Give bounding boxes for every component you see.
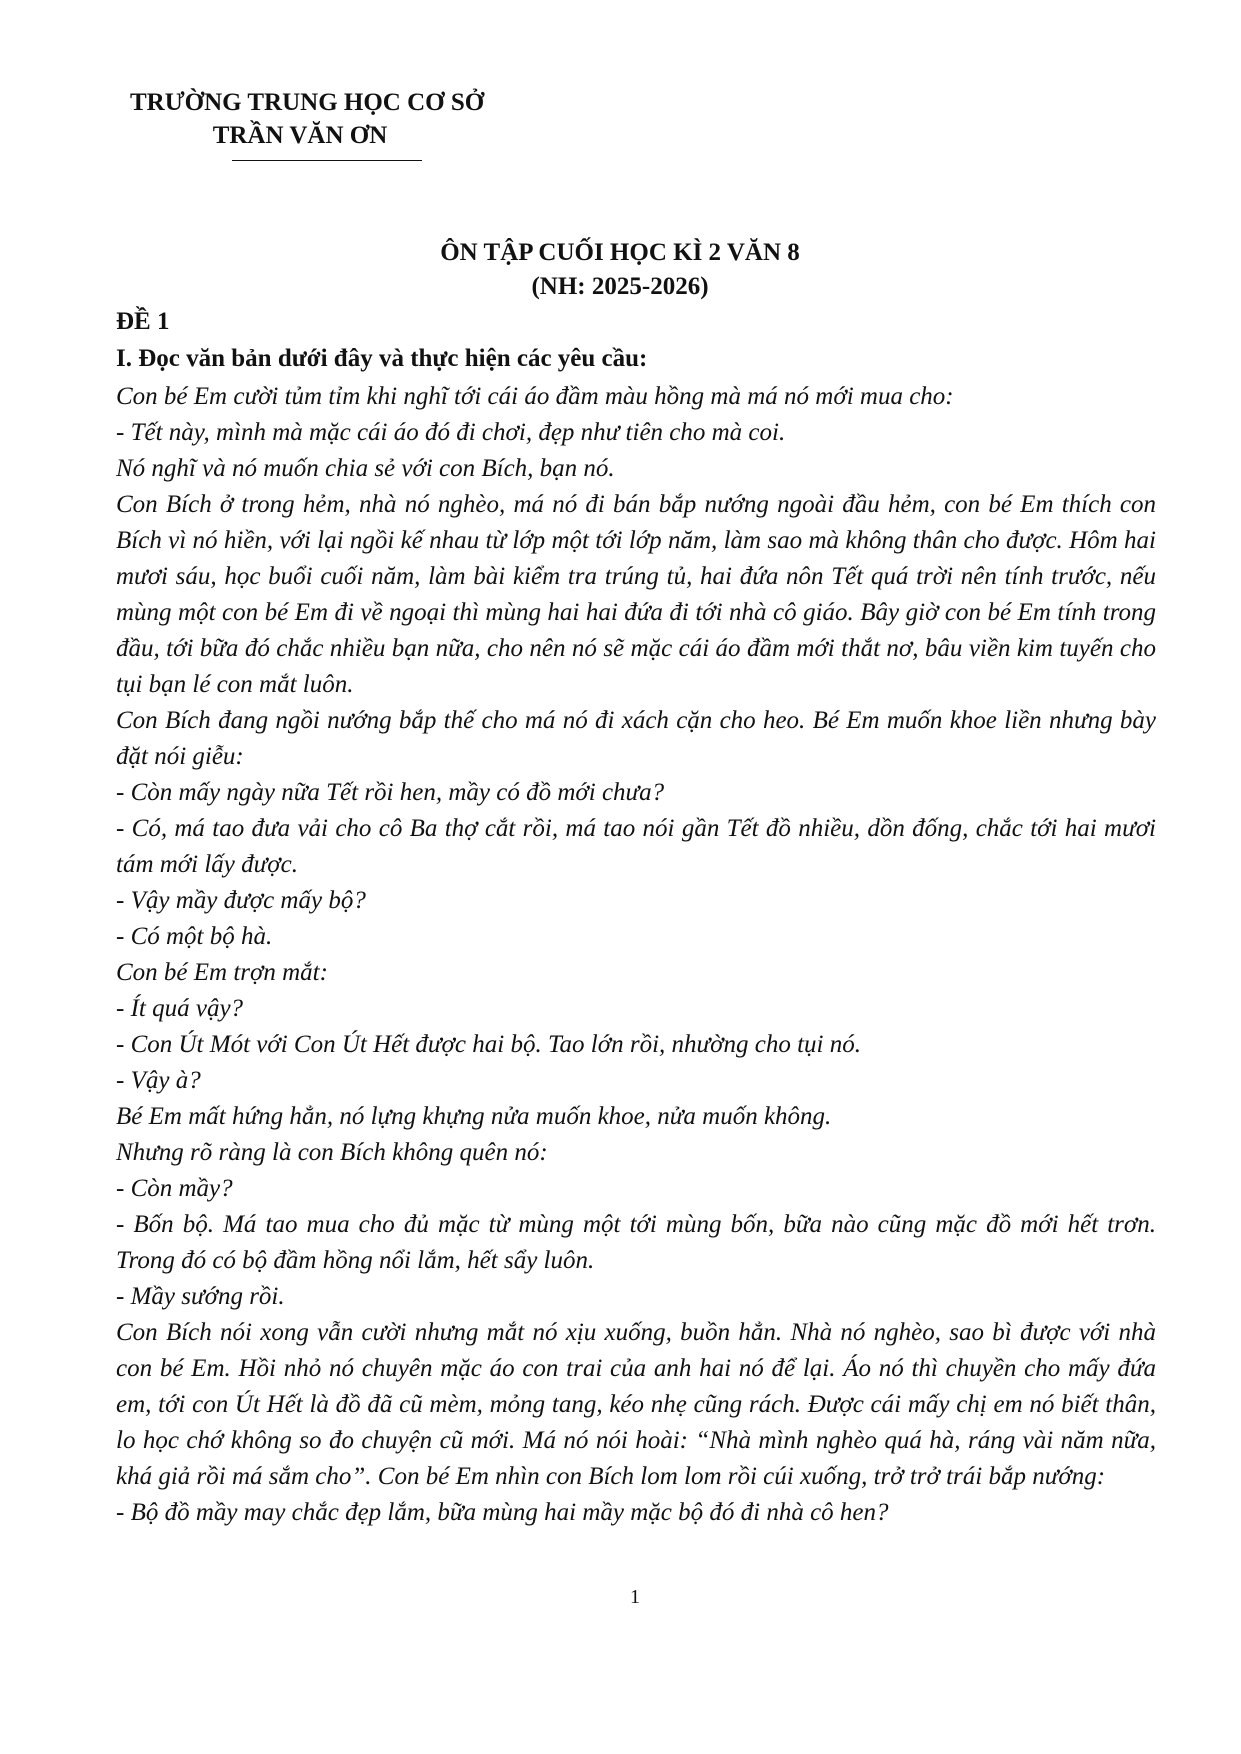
passage-paragraph: - Còn mấy ngày nữa Tết rồi hen, mầy có đồ mới chưa? <box>116 779 665 806</box>
passage-paragraph: Nó nghĩ và nó muốn chia sẻ với con Bích, bạn nó. <box>116 455 615 482</box>
page-number: 1 <box>630 1586 640 1608</box>
passage-paragraph: - Ít quá vậy? <box>116 995 244 1022</box>
school-name-line1: TRƯỜNG TRUNG HỌC CƠ SỞ <box>130 89 485 116</box>
reading-passage <box>116 379 1156 1531</box>
document-title: ÔN TẬP CUỐI HỌC KÌ 2 VĂN 8 <box>440 239 800 266</box>
school-name <box>130 86 485 152</box>
passage-paragraph: - Có, má tao đưa vải cho cô Ba thợ cắt rồi, má tao nói gần Tết đồ nhiều, dồn đống, chắc tới hai mươi tám mới lấy được. <box>116 815 1156 878</box>
exam-label: ĐỀ 1 <box>116 308 170 335</box>
passage-paragraph: - Vậy mầy được mấy bộ? <box>116 887 366 914</box>
passage-paragraph: Con Bích ở trong hẻm, nhà nó nghèo, má nó đi bán bắp nướng ngoài đầu hẻm, con bé Em thích con Bích vì nó hiền, với lại ngồi kế nhau từ lớp một tới lớp năm, làm sao mà không thân cho được. Hôm hai mươi sáu, học buổi cuối năm, làm bài kiểm tra trúng tủ, hai đứa nôn Tết quá trời nên tính trước, nếu mùng một con bé Em đi về ngoại thì mùng hai hai đứa đi tới nhà cô giáo. Bây giờ con bé Em tính trong đầu, tới bữa đó chắc nhiều bạn nữa, cho nên nó sẽ mặc cái áo đầm mới thắt nơ, bâu viền kim tuyến cho tụi bạn lé con mắt luôn. <box>116 491 1156 698</box>
passage-paragraph: Con Bích đang ngồi nướng bắp thế cho má nó đi xách cặn cho heo. Bé Em muốn khoe liền nhưng bày đặt nói giễu: <box>116 707 1156 770</box>
passage-paragraph: Con Bích nói xong vẫn cười nhưng mắt nó xịu xuống, buồn hẳn. Nhà nó nghèo, sao bì được với nhà con bé Em. Hồi nhỏ nó chuyên mặc áo con trai của anh hai nó để lại. Áo nó thì chuyền cho mấy đứa em, tới con Út Hết là đồ đã cũ mèm, mỏng tang, kéo nhẹ cũng rách. Được cái mấy chị em nó biết thân, lo học chớ không so đo chuyện cũ mới. Má nó nói hoài: “Nhà mình nghèo quá hà, ráng vài năm nữa, khá giả rồi má sắm cho”. Con bé Em nhìn con Bích lom lom rồi cúi xuống, trở trở trái bắp nướng: <box>116 1319 1156 1490</box>
passage-paragraph: - Con Út Mót với Con Út Hết được hai bộ. Tao lớn rồi, nhường cho tụi nó. <box>116 1031 861 1058</box>
passage-paragraph: - Bốn bộ. Má tao mua cho đủ mặc từ mùng một tới mùng bốn, bữa nào cũng mặc đồ mới hết trơn. Trong đó có bộ đầm hồng nổi lắm, hết sẩy luôn. <box>116 1211 1156 1274</box>
passage-paragraph: - Tết này, mình mà mặc cái áo đó đi chơi, đẹp như tiên cho mà coi. <box>116 419 786 446</box>
passage-paragraph: Con bé Em cười tủm tỉm khi nghĩ tới cái áo đầm màu hồng mà má nó mới mua cho: <box>116 383 954 410</box>
passage-paragraph: - Có một bộ hà. <box>116 923 273 950</box>
passage-paragraph: - Bộ đồ mầy may chắc đẹp lắm, bữa mùng hai mầy mặc bộ đó đi nhà cô hen? <box>116 1499 889 1526</box>
section-heading: I. Đọc văn bản dưới đây và thực hiện các yêu cầu: <box>116 345 648 372</box>
passage-paragraph: - Mầy sướng rồi. <box>116 1283 285 1310</box>
passage-paragraph: - Còn mầy? <box>116 1175 233 1202</box>
school-name-underline <box>232 160 422 161</box>
school-year: (NH: 2025-2026) <box>531 273 709 300</box>
passage-paragraph: Con bé Em trợn mắt: <box>116 959 328 986</box>
passage-paragraph: - Vậy à? <box>116 1067 201 1094</box>
passage-paragraph: Nhưng rõ ràng là con Bích không quên nó: <box>116 1139 548 1166</box>
school-name-line2: TRẦN VĂN ƠN <box>212 122 388 149</box>
passage-paragraph: Bé Em mất hứng hẳn, nó lựng khựng nửa muốn khoe, nửa muốn không. <box>116 1103 832 1130</box>
